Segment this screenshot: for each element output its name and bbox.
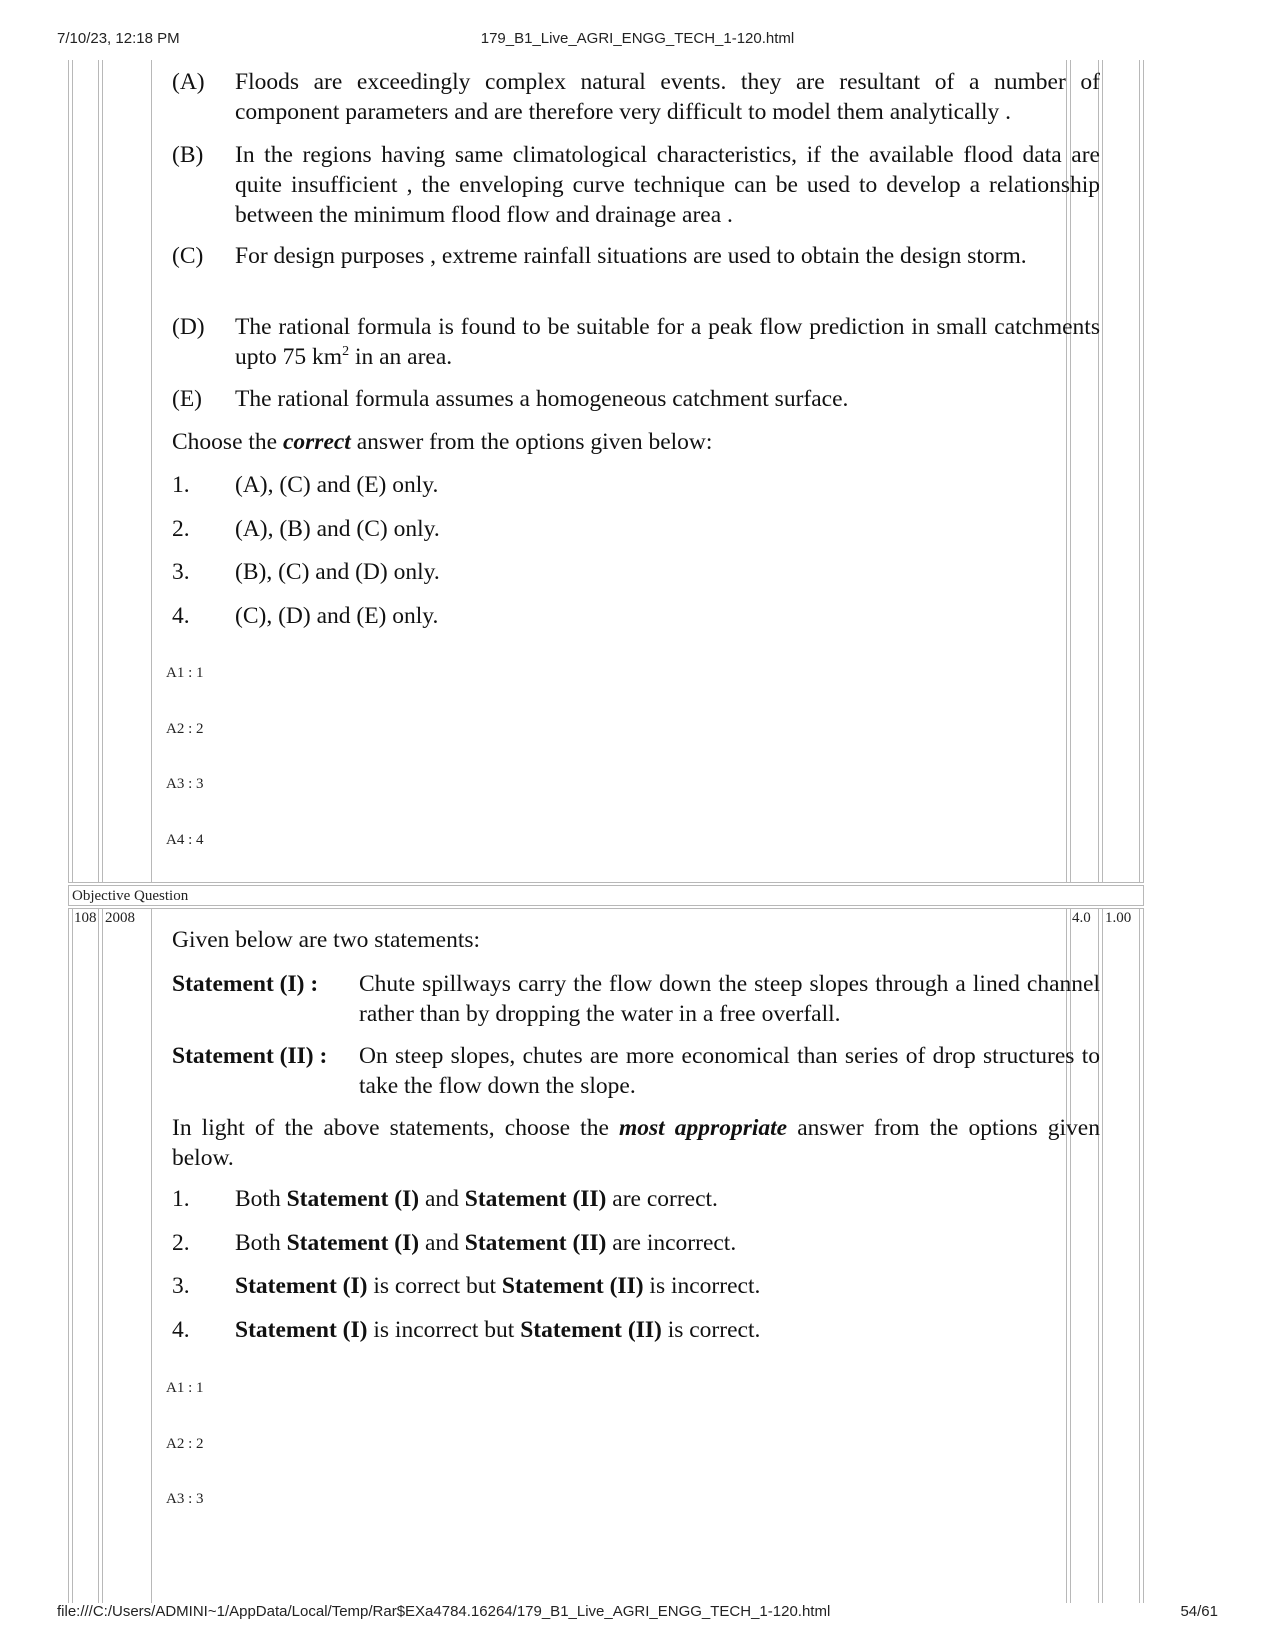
question-id: 2008 [105,910,135,926]
print-page-number: 54/61 [1180,1603,1218,1620]
question-instruction-108: In light of the above statements, choose the most appropriate answer from the options given below. [172,1115,1100,1171]
print-datetime: 7/10/23, 12:18 PM [57,30,180,47]
answer-key-2-108: A2 : 2 [166,1436,204,1452]
section-label: Objective Question [72,888,189,904]
statement-b: (B) In the regions having same climatological characteristics, if the available flood data are quite insufficient , the enveloping curve technique can be used to develop a relationship between the minimum flood flow and drainage area . [172,142,1100,228]
option-2-108: 2. Both Statement (I) and Statement (II) are incorrect. [172,1230,737,1256]
answer-key-4: A4 : 4 [166,832,204,848]
print-header [0,30,1275,50]
statement-2: Statement (II) : On steep slopes, chutes are more economical than series of drop structures to take the flow down the slope. [172,1043,1100,1099]
statement-a: (A) Floods are exceedingly complex natural events. they are resultant of a number of component parameters and are therefore very difficult to model them analytically . [172,69,1100,125]
print-url: file:///C:/Users/ADMINI~1/AppData/Local/Temp/Rar$EXa4784.16264/179_B1_Live_AGRI_ENGG_TECH_1-120.html [57,1603,831,1620]
option-3: 3. (B), (C) and (D) only. [172,559,440,585]
answer-key-1: A1 : 1 [166,665,204,681]
option-2: 2. (A), (B) and (C) only. [172,516,440,542]
option-4: 4. (C), (D) and (E) only. [172,603,439,629]
question-number: 108 [74,910,97,926]
print-title: 179_B1_Live_AGRI_ENGG_TECH_1-120.html [480,30,795,47]
statement-1: Statement (I) : Chute spillways carry the flow down the steep slopes through a lined channel rather than by dropping the water in a free overfall. [172,971,1100,1027]
option-1: 1. (A), (C) and (E) only. [172,472,439,498]
statement-d: (D) The rational formula is found to be suitable for a peak flow prediction in small catchments upto 75 $km^2$ in an area. [172,314,1100,370]
answer-key-3: A3 : 3 [166,776,204,792]
answer-key-1-108: A1 : 1 [166,1380,204,1396]
option-4-108: 4. Statement (I) is incorrect but Statement (II) is correct. [172,1317,761,1343]
statement-e: (E) The rational formula assumes a homogeneous catchment surface. [172,386,849,412]
question-intro: Given below are two statements: [172,927,481,953]
statement-c: (C) For design purposes , extreme rainfall situations are used to obtain the design storm. [172,243,1027,269]
option-3-108: 3. Statement (I) is correct but Statement (II) is incorrect. [172,1273,761,1299]
option-1-108: 1. Both Statement (I) and Statement (II) are correct. [172,1186,718,1212]
print-footer [0,1603,1275,1623]
answer-key-3-108: A3 : 3 [166,1491,204,1507]
question-instruction: Choose the correct answer from the options given below: [172,429,713,455]
negative-marks: 1.00 [1105,910,1132,926]
answer-key-2: A2 : 2 [166,721,204,737]
question-marks: 4.0 [1072,910,1091,926]
